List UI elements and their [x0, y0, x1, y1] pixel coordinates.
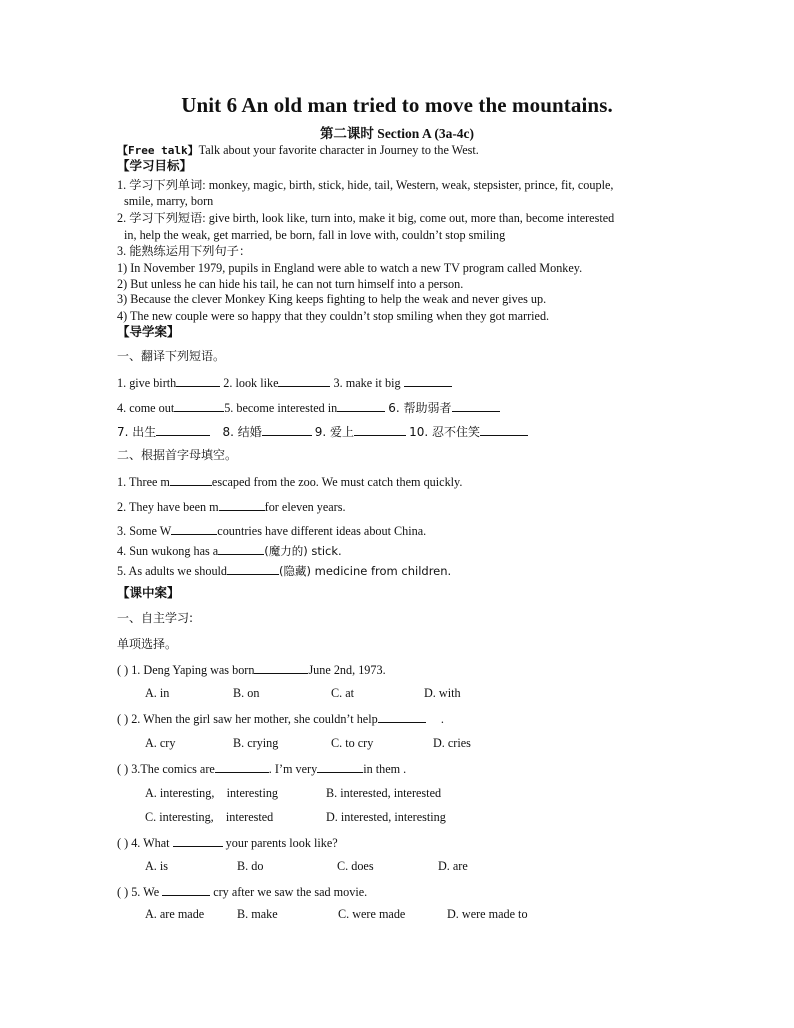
question-text: cry after we saw the sad movie. [213, 885, 368, 899]
answer-blank[interactable] [317, 761, 363, 773]
option-c[interactable]: C. does [337, 859, 374, 873]
answer-blank[interactable] [262, 424, 312, 436]
option-c[interactable]: C. at [331, 686, 355, 700]
question-stem [117, 884, 367, 899]
question-text: . [440, 712, 444, 726]
option-d[interactable]: D. are [438, 859, 468, 873]
phrase-item: 9. 爱上 [314, 425, 355, 439]
question-stem [117, 711, 444, 726]
fill-item-prefix: 2. They have been m [117, 500, 219, 514]
free-talk-label: 【Free talk】 [117, 144, 199, 157]
fill-item [117, 499, 346, 514]
phrase-item: 1. give birth [117, 376, 177, 390]
objective-sentences-title: 3. 能熟练运用下列句子： [117, 244, 252, 258]
phrase-item: 4. come out [117, 401, 175, 415]
free-talk-line [117, 143, 479, 158]
answer-blank[interactable] [173, 835, 223, 847]
question-text: ( ) 4. What [117, 836, 170, 850]
option-a[interactable]: A. in [145, 686, 170, 700]
question-text: ( ) 5. We [117, 885, 160, 899]
guide-heading: 【导学案】 [117, 324, 180, 339]
phrase-item: 2. look like [223, 376, 279, 390]
sentence-item: 4) The new couple were so happy that they couldn’t stop smiling when they got married. [117, 309, 550, 323]
answer-blank[interactable] [171, 523, 217, 535]
phrase-item: 8. 结婚 [222, 425, 262, 439]
answer-blank[interactable] [378, 711, 426, 723]
fill-item-prefix: 5. As adults we should [117, 564, 228, 578]
answer-blank[interactable] [254, 662, 308, 674]
option-a[interactable]: A. are made [145, 907, 205, 921]
answer-blank[interactable] [170, 474, 212, 486]
answer-blank[interactable] [176, 375, 220, 387]
fill-item-suffix: for eleven years. [264, 500, 346, 514]
option-a[interactable]: A. interesting, interesting [145, 786, 279, 800]
fill-item-suffix: (隐藏) medicine from children. [279, 564, 452, 578]
option-a[interactable]: A. is [145, 859, 169, 873]
option-a[interactable]: A. cry [145, 736, 176, 750]
translate-row-2 [117, 400, 500, 415]
answer-blank[interactable] [480, 424, 528, 436]
question-text: ( ) 2. When the girl saw her mother, she couldn’t help [117, 712, 378, 726]
answer-blank[interactable] [156, 424, 210, 436]
option-b[interactable]: B. crying [233, 736, 279, 750]
objectives-heading: 【学习目标】 [117, 158, 193, 173]
answer-blank[interactable] [162, 884, 210, 896]
question-stem [117, 835, 338, 850]
answer-blank[interactable] [404, 375, 452, 387]
question-text: June 2nd, 1973. [308, 663, 386, 677]
fill-item-suffix: (魔力的) stick. [264, 544, 342, 558]
question-text: in them . [363, 762, 407, 776]
option-b[interactable]: B. interested, interested [326, 786, 442, 800]
page-subtitle: 第二课时 Section A (3a-4c) [319, 126, 475, 141]
sentence-item: 3) Because the clever Monkey King keeps fighting to help the weak and never gives up. [117, 292, 547, 306]
option-d[interactable]: D. interested, interesting [326, 810, 446, 824]
answer-blank[interactable] [218, 543, 264, 555]
fill-item-suffix: countries have different ideas about China. [217, 524, 427, 538]
self-study-title: 一、自主学习: [117, 611, 194, 625]
translate-row-3 [117, 424, 528, 439]
question-stem [117, 761, 406, 776]
question-text: your parents look like? [225, 836, 338, 850]
sentence-item: 2) But unless he can hide his tail, he can not turn himself into a person. [117, 277, 464, 291]
question-stem [117, 662, 386, 677]
fill-item [117, 543, 342, 558]
class-heading: 【课中案】 [117, 585, 180, 600]
option-b[interactable]: B. do [237, 859, 264, 873]
question-text: . I’m very [268, 762, 318, 776]
fill-item-prefix: 4. Sun wukong has a [117, 544, 219, 558]
fill-item [117, 563, 451, 578]
sentence-item: 1) In November 1979, pupils in England were able to watch a new TV program called Monkey. [117, 261, 583, 275]
answer-blank[interactable] [278, 375, 330, 387]
phrase-item: 7. 出生 [117, 425, 157, 439]
option-b[interactable]: B. make [237, 907, 278, 921]
objective-phrases-line1: 2. 学习下列短语: give birth, look like, turn into, make it big, come out, more than, become interested [117, 211, 615, 225]
answer-blank[interactable] [215, 761, 269, 773]
fill-item-prefix: 3. Some W [117, 524, 172, 538]
objective-words-line2: smile, marry, born [124, 194, 214, 208]
free-talk-text: Talk about your favorite character in Journey to the West. [198, 143, 479, 157]
translate-section-title: 一、翻译下列短语。 [117, 349, 226, 363]
option-d[interactable]: D. cries [433, 736, 471, 750]
option-d[interactable]: D. were made to [447, 907, 528, 921]
fill-item [117, 474, 462, 489]
phrase-item: 6. 帮助弱者 [388, 401, 452, 415]
answer-blank[interactable] [452, 400, 500, 412]
multiple-choice-title: 单项选择。 [117, 637, 178, 651]
fill-item-suffix: escaped from the zoo. We must catch them quickly. [211, 475, 463, 489]
question-text: ( ) 1. Deng Yaping was born [117, 663, 255, 677]
question-text: ( ) 3.The comics are [117, 762, 215, 776]
answer-blank[interactable] [354, 424, 406, 436]
option-c[interactable]: C. interesting, interested [145, 810, 274, 824]
option-b[interactable]: B. on [233, 686, 260, 700]
objective-phrases-line2: in, help the weak, get married, be born, fall in love with, couldn’t stop smiling [124, 228, 506, 242]
answer-blank[interactable] [219, 499, 265, 511]
answer-blank[interactable] [174, 400, 224, 412]
option-c[interactable]: C. were made [338, 907, 406, 921]
fill-item-prefix: 1. Three m [117, 475, 170, 489]
objective-words-line1: 1. 学习下列单词: monkey, magic, birth, stick, hide, tail, Western, weak, stepsister, prince, fit, couple, [117, 178, 614, 192]
translate-row-1 [117, 375, 452, 390]
phrase-item: 3. make it big [333, 376, 401, 390]
answer-blank[interactable] [337, 400, 385, 412]
fill-section-title: 二、根据首字母填空。 [117, 448, 238, 462]
phrase-item: 5. become interested in [224, 401, 338, 415]
fill-item [117, 523, 426, 538]
answer-blank[interactable] [227, 563, 279, 575]
phrase-item: 10. 忍不住笑 [409, 425, 480, 439]
page-title: Unit 6 An old man tried to move the mountains. [181, 93, 613, 117]
option-c[interactable]: C. to cry [331, 736, 374, 750]
option-d[interactable]: D. with [424, 686, 461, 700]
